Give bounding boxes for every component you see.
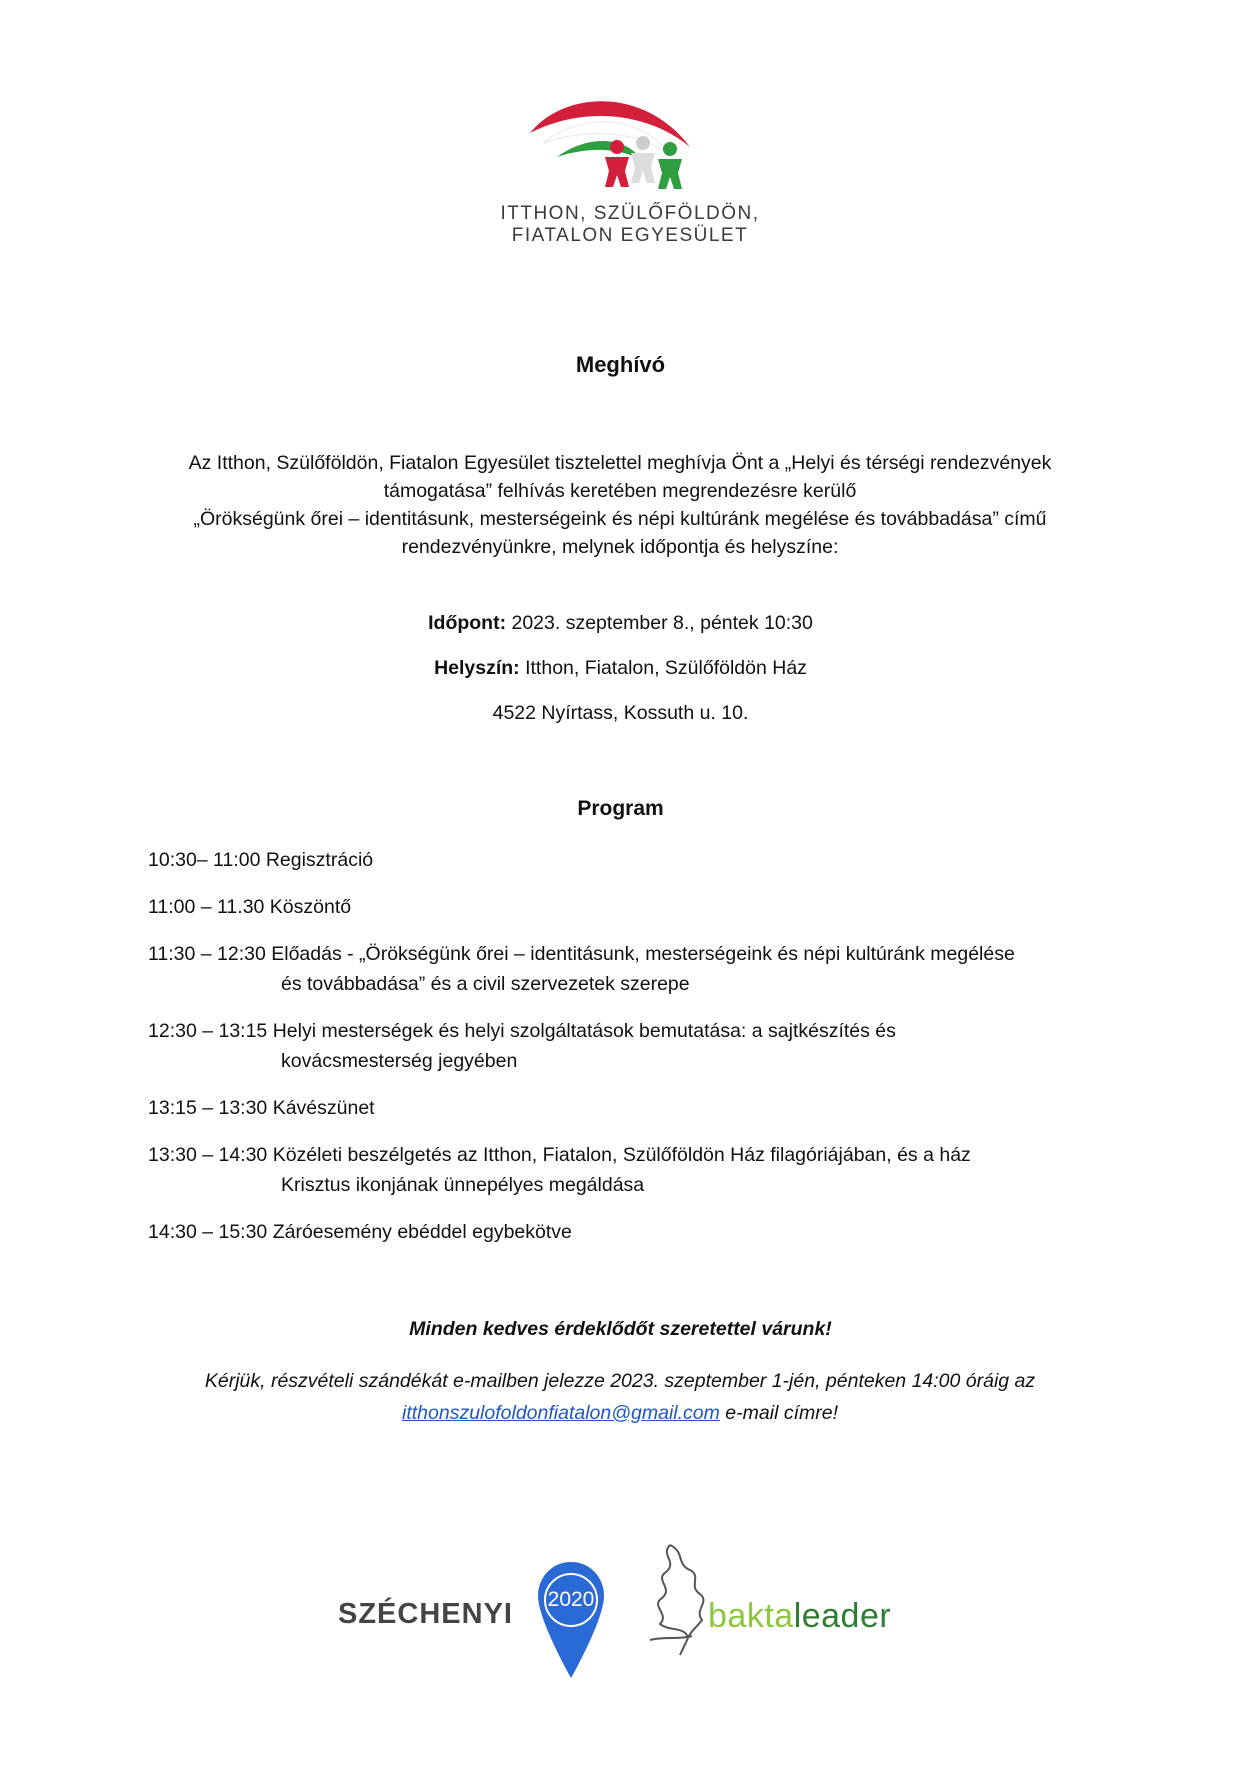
program-item-line: 11:30 – 12:30 Előadás - „Örökségünk őrei – identitásunk, mesterségeink és népi kultúránk megélése	[148, 943, 1015, 965]
org-name-line1: ITTHON, SZÜLŐFÖLDÖN,	[500, 203, 760, 224]
org-logo-icon	[525, 95, 735, 205]
bakta-part: bakta	[708, 1597, 794, 1635]
program-item	[148, 845, 1088, 875]
event-time-label: Időpont:	[428, 612, 507, 634]
rsvp-line2-suffix: e-mail címre!	[719, 1402, 838, 1424]
szechenyi-year: 2020	[547, 1588, 595, 1611]
program-item-continuation: kovácsmesterség jegyében	[281, 1050, 518, 1072]
program-title: Program	[577, 797, 664, 820]
intro-paragraph	[150, 449, 1090, 561]
map-pin-icon	[536, 1560, 606, 1680]
oak-leaf-icon	[630, 1540, 720, 1660]
email-link[interactable]: itthonszulofoldonfiatalon@gmail.com	[402, 1402, 720, 1424]
program-item-line: 13:15 – 13:30 Kávészünet	[148, 1097, 375, 1119]
event-place-label: Helyszín:	[434, 657, 520, 679]
rsvp-note	[120, 1365, 1120, 1429]
org-name-line2: FIATALON EGYESÜLET	[511, 225, 749, 246]
baktaleader-logo-text	[708, 1597, 891, 1636]
event-place	[0, 657, 1241, 680]
rsvp-line2	[120, 1397, 1120, 1429]
program-item	[148, 892, 1088, 922]
intro-line: „Örökségünk őrei – identitásunk, mesterségeink és népi kultúránk megélése és továbbadása” című	[193, 508, 1047, 530]
program-item	[148, 1140, 1088, 1200]
program-item	[148, 939, 1088, 999]
intro-line: támogatása” felhívás keretében megrendezésre kerülő	[383, 480, 857, 502]
event-place-value: Itthon, Fiatalon, Szülőföldön Ház	[519, 657, 807, 679]
intro-line: Az Itthon, Szülőföldön, Fiatalon Egyesület tisztelettel meghívja Önt a „Helyi és térségi rendezvények	[188, 452, 1052, 474]
event-address: 4522 Nyírtass, Kossuth u. 10.	[492, 702, 749, 724]
page-title: Meghívó	[575, 352, 666, 377]
event-time-value: 2023. szeptember 8., péntek 10:30	[506, 612, 813, 634]
program-item-continuation: Krisztus ikonjának ünnepélyes megáldása	[281, 1174, 645, 1196]
program-item-continuation: és továbbadása” és a civil szervezetek szerepe	[281, 973, 690, 995]
program-item-line: 11:00 – 11.30 Köszöntő	[148, 896, 352, 918]
program-item-line: 13:30 – 14:30 Közéleti beszélgetés az Itthon, Fiatalon, Szülőföldön Ház filagóriájában, és a ház	[148, 1144, 971, 1166]
oak-leaf-logo	[630, 1540, 720, 1660]
program-item-line: 14:30 – 15:30 Záróesemény ebéddel egybekötve	[148, 1221, 572, 1243]
szechenyi-pin-logo	[536, 1560, 606, 1680]
org-logo	[490, 95, 770, 255]
program-item	[148, 1016, 1088, 1076]
program-item	[148, 1217, 1088, 1247]
program-item-line: 10:30– 11:00 Regisztráció	[148, 849, 374, 871]
closing-line: Minden kedves érdeklődőt szeretettel várunk!	[409, 1318, 832, 1340]
intro-line: rendezvényünkre, melynek időpontja és helyszíne:	[401, 536, 839, 558]
rsvp-line1: Kérjük, részvételi szándékát e-mailben jelezze 2023. szeptember 1-jén, pénteken 14:00 óráig az	[204, 1370, 1036, 1392]
leader-part: leader	[793, 1597, 892, 1635]
szechenyi-logo-text: SZÉCHENYI	[338, 1598, 513, 1630]
program-item-line: 12:30 – 13:15 Helyi mesterségek és helyi szolgáltatások bemutatása: a sajtkészítés és	[148, 1020, 896, 1042]
event-time	[0, 612, 1241, 635]
program-item	[148, 1093, 1088, 1123]
